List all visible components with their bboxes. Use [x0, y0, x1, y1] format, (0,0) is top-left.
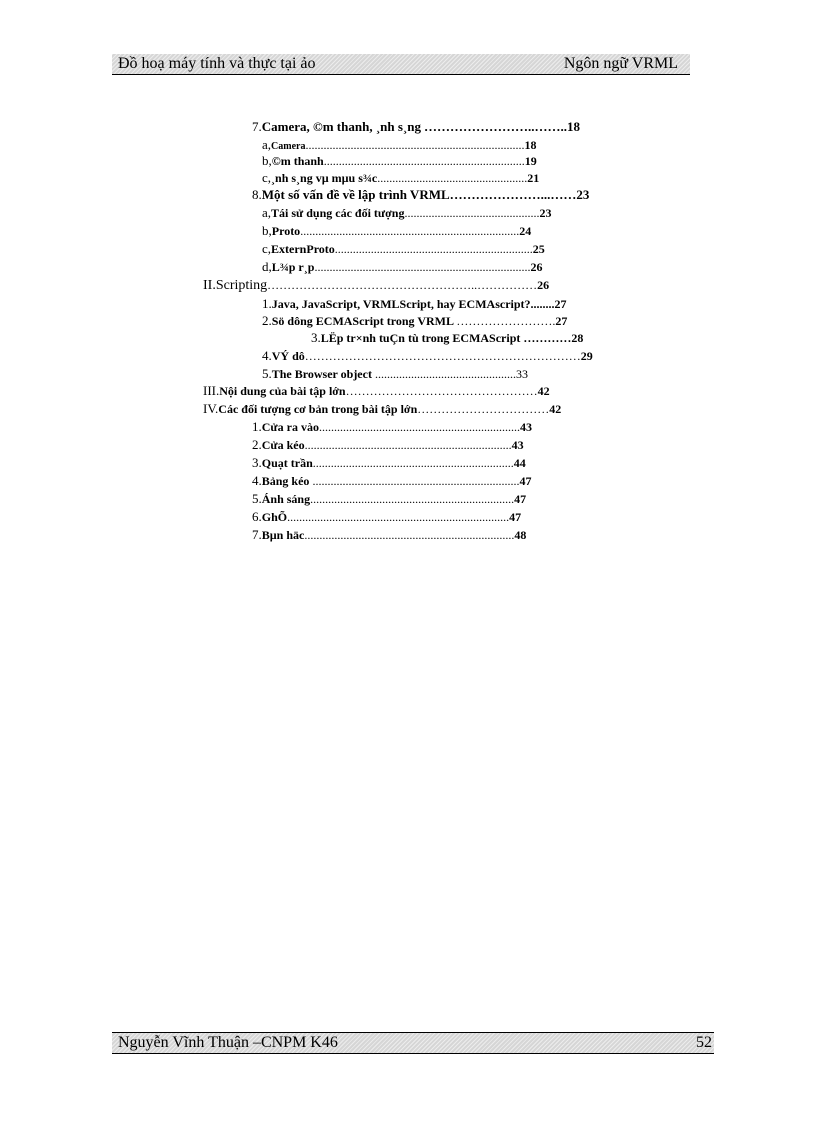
toc-entry: 3.Quạt trần...................................................................44: [252, 455, 526, 470]
page-footer: [112, 1032, 714, 1054]
page-header: [112, 54, 690, 75]
toc-entry: a,Camera.........................................................................18: [262, 137, 537, 152]
toc-entry: IV.Các đối tượng cơ bản trong bài tập lớn……………………………42: [203, 401, 562, 416]
toc-entry: II.Scripting……………………………………………..……………26: [203, 278, 550, 293]
footer-author: Nguyễn Vĩnh Thuận –CNPM K46: [118, 1034, 338, 1051]
toc-entry: 2.Cửa kéo.....................................................................43: [252, 437, 524, 452]
toc-entry: 1.Java, JavaScript, VRMLScript, hay ECMAscript?........27: [262, 296, 567, 311]
header-title: Đồ hoạ máy tính và thực tại ảo: [118, 55, 316, 72]
toc-entry: b,©m thanh...................................................................19: [262, 153, 537, 168]
toc-entry: d,L¾p r¸p........................................................................26: [262, 259, 543, 274]
toc-entry: c,ExternProto..................................................................25: [262, 241, 545, 256]
toc-entry: III.Nội dung của bài tập lớn…………………………………………42: [203, 383, 550, 398]
toc-entry: 2.Sö dông ECMAScript trong VRML …………………….27: [262, 313, 568, 328]
toc-entry: 8.Một số vấn đề về lập trình VRML…………………...……23: [252, 187, 590, 202]
toc-entry: 4.Bảng kéo .....................................................................47: [252, 473, 532, 488]
toc-entry: 7.Camera, ©m thanh, ¸nh s¸ng ……………………..……..18: [252, 119, 580, 134]
toc-entry: 4.VÝ dô……………………………………………………………29: [262, 348, 593, 363]
header-subject: Ngôn ngữ VRML: [563, 55, 678, 72]
toc-entry: 5.Ánh sáng....................................................................47: [252, 491, 527, 506]
toc-entry: c,¸nh s¸ng vµ mµu s¾c..................................................21: [262, 170, 540, 185]
toc-entry: b,Proto.........................................................................24: [262, 223, 532, 238]
toc-entry: 3.LËp tr×nh tuÇn tù trong ECMAScript …………28: [311, 330, 584, 345]
toc-entry: 7.Bµn häc......................................................................48: [252, 527, 527, 542]
toc-entry: 1.Cửa ra vào...................................................................43: [252, 419, 532, 434]
page-number: 52: [696, 1034, 712, 1051]
toc-entry: 6.GhÕ..........................................................................47: [252, 509, 522, 524]
toc-entry: a,Tái sử dụng các đối tượng.............................................23: [262, 205, 552, 220]
toc-entry: 5.The Browser object ...............................................33: [262, 366, 528, 381]
